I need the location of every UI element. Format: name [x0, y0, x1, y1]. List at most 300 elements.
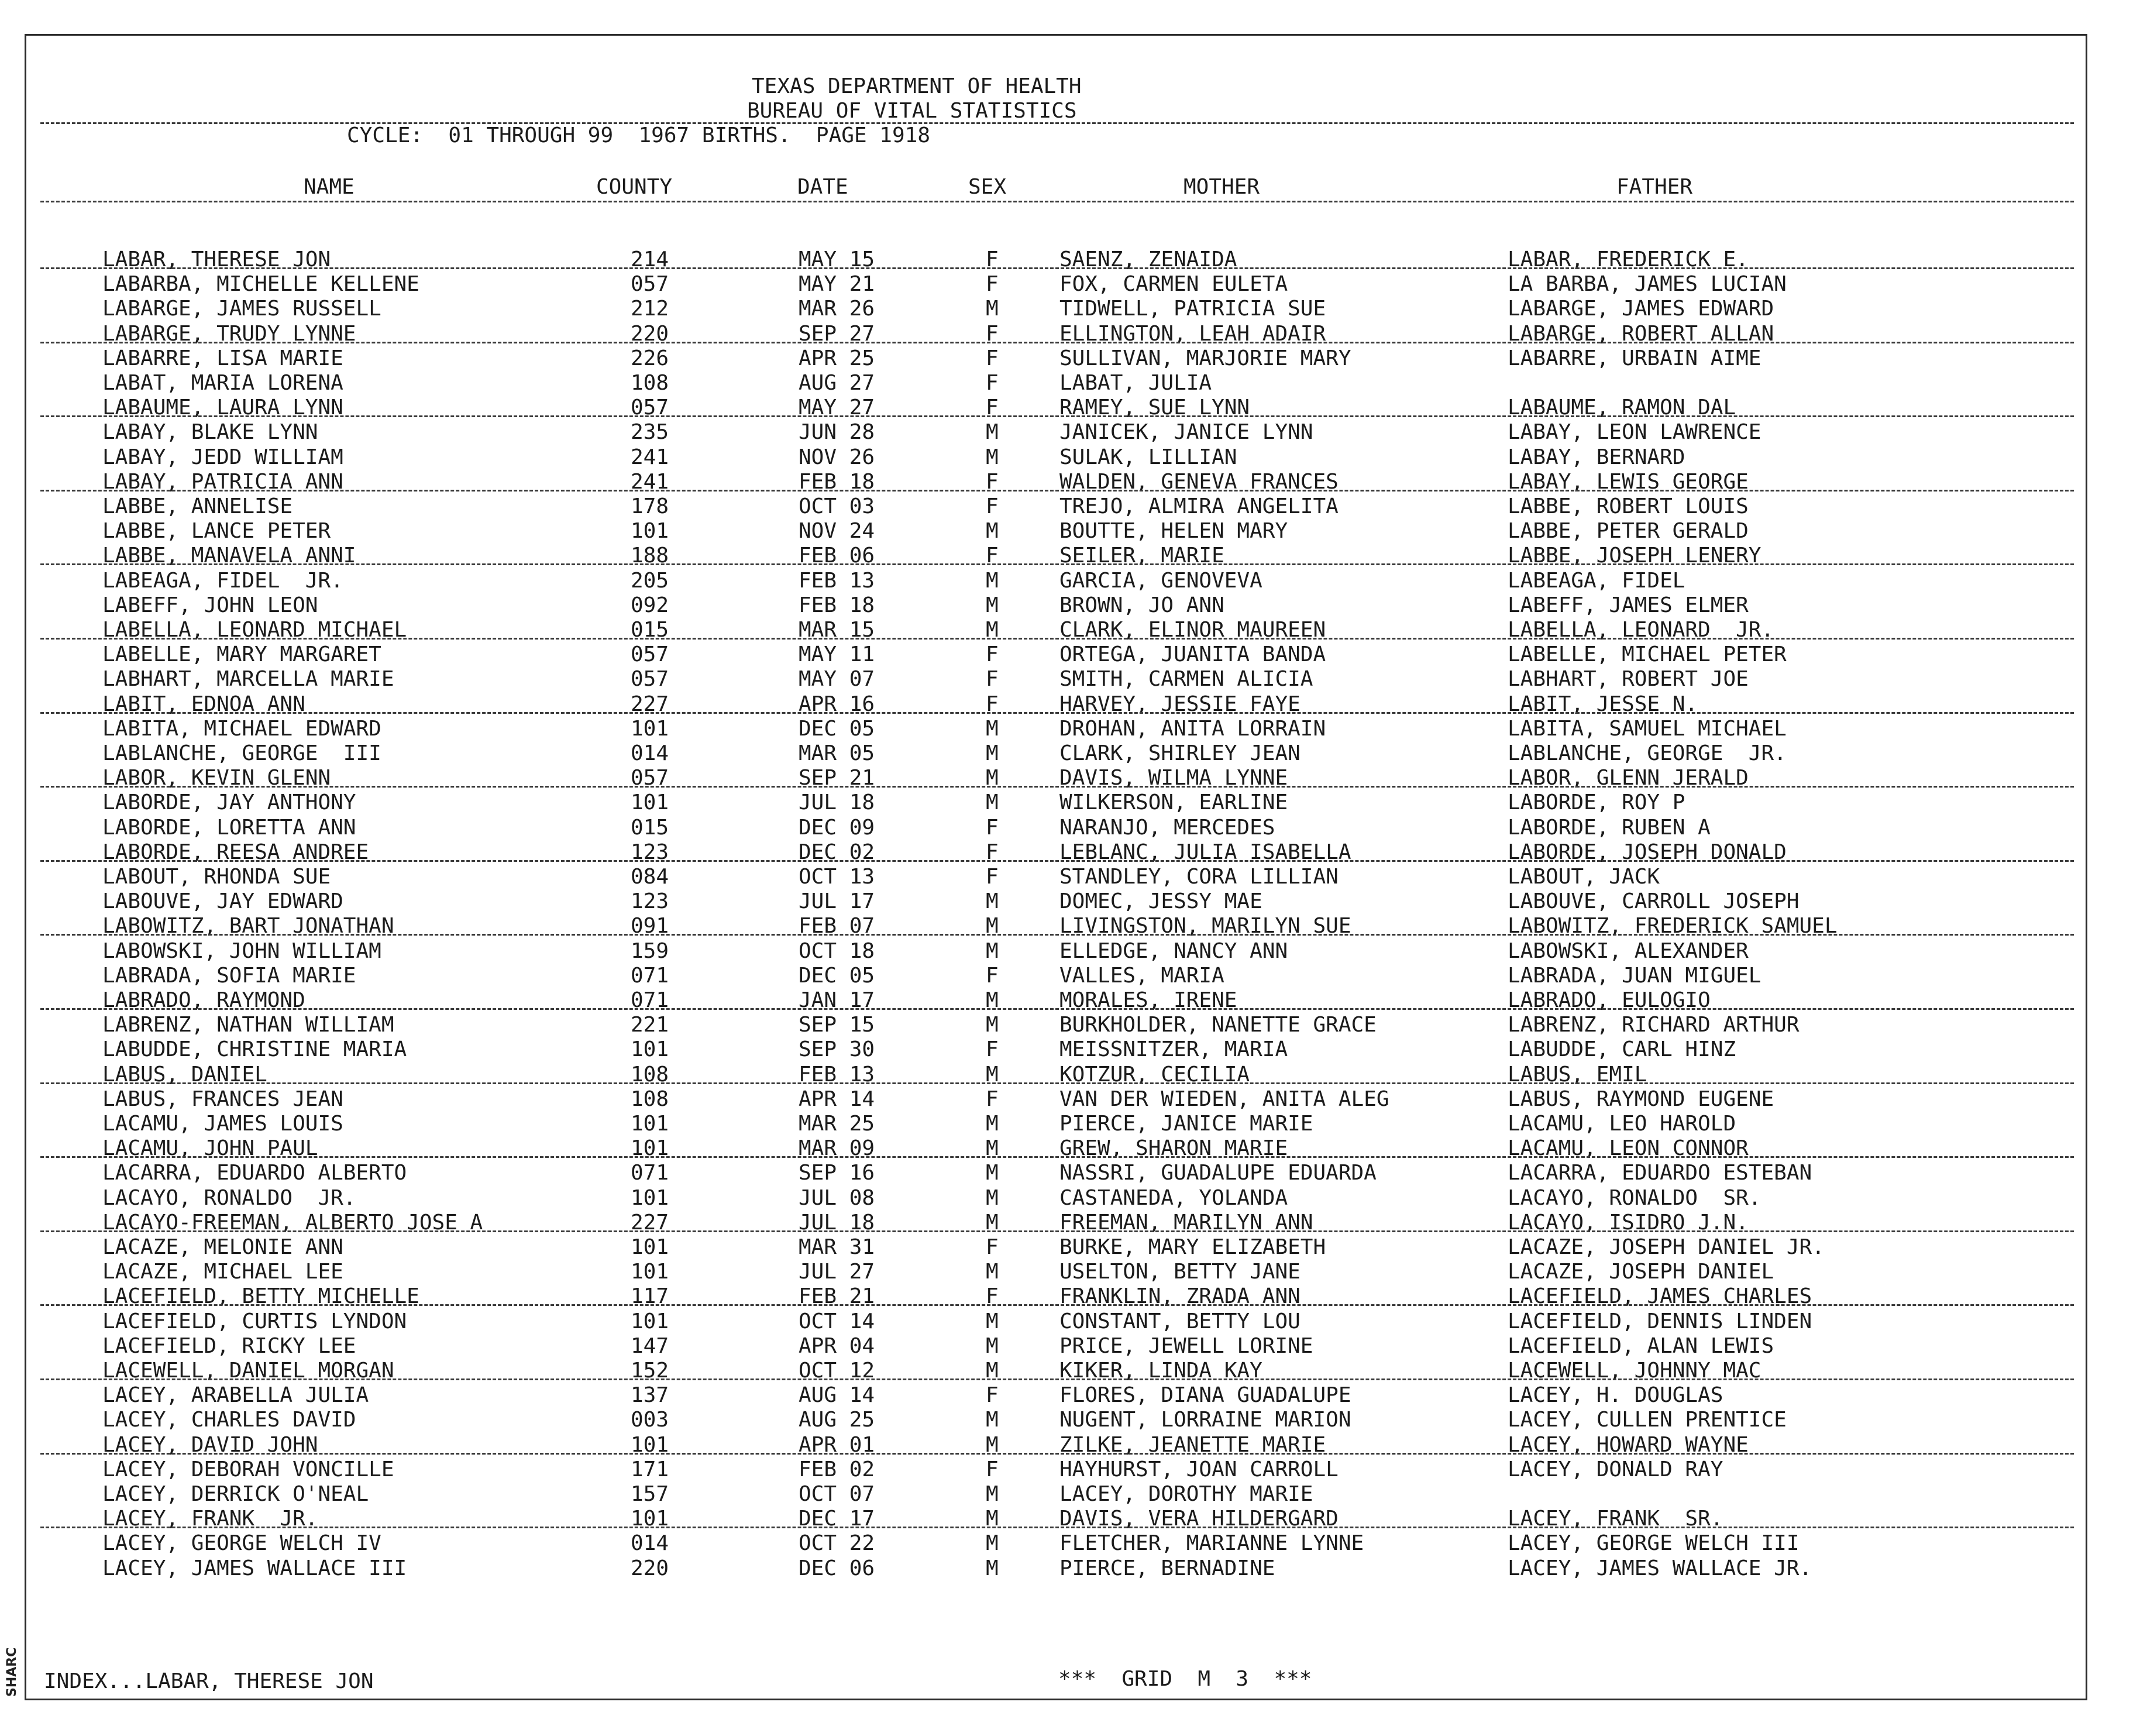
- cell-county: 220: [631, 1556, 669, 1580]
- cell-mother: WALDEN, GENEVA FRANCES: [1059, 469, 1339, 494]
- cell-date: SEP 30: [799, 1037, 875, 1062]
- row-group-rule: [40, 786, 2074, 788]
- cell-date: DEC 06: [799, 1556, 875, 1580]
- cell-county: 171: [631, 1457, 669, 1481]
- cell-county: 241: [631, 469, 669, 494]
- cell-date: MAY 21: [799, 272, 875, 297]
- row-group-rule: [40, 1230, 2074, 1232]
- cell-mother: SMITH, CARMEN ALICIA: [1059, 667, 1313, 692]
- cell-father: LABAR, FREDERICK E.: [1508, 247, 1749, 271]
- row-group-rule: [40, 490, 2074, 491]
- cell-father: LABARRE, URBAIN AIME: [1508, 346, 1761, 370]
- cell-name: LABAY, JEDD WILLIAM: [102, 445, 343, 469]
- cell-county: 057: [631, 766, 669, 790]
- cell-county: 123: [631, 889, 669, 914]
- cell-date: FEB 13: [799, 1062, 875, 1087]
- cell-county: 101: [631, 1136, 669, 1161]
- table-row: [26, 1531, 2086, 1556]
- row-group-rule: [40, 563, 2074, 565]
- row-group-rule: [40, 267, 2074, 269]
- cell-county: 057: [631, 642, 669, 667]
- cell-mother: FREEMAN, MARILYN ANN: [1059, 1210, 1313, 1235]
- cell-name: LABOWSKI, JOHN WILLIAM: [102, 939, 381, 963]
- cell-father: LABUDDE, CARL HINZ: [1508, 1037, 1736, 1062]
- cell-sex: F: [986, 963, 999, 988]
- cell-county: 084: [631, 865, 669, 889]
- cell-county: 101: [631, 790, 669, 815]
- column-header-mother: MOTHER: [1183, 175, 1260, 199]
- cell-date: DEC 09: [799, 815, 875, 840]
- cell-sex: M: [986, 1531, 999, 1556]
- cell-father: LABOUT, JACK: [1508, 865, 1660, 889]
- cell-county: 157: [631, 1482, 669, 1506]
- cell-mother: LEBLANC, JULIA ISABELLA: [1059, 840, 1351, 864]
- cell-county: 071: [631, 1161, 669, 1185]
- cell-father: LACAYO, ISIDRO J.N.: [1508, 1210, 1749, 1235]
- cell-name: LACEFIELD, CURTIS LYNDON: [102, 1309, 407, 1333]
- cell-mother: SULLIVAN, MARJORIE MARY: [1059, 346, 1351, 370]
- cell-date: SEP 21: [799, 766, 875, 790]
- cell-mother: WILKERSON, EARLINE: [1059, 790, 1288, 815]
- cell-mother: ZILKE, JEANETTE MARIE: [1059, 1432, 1326, 1457]
- cell-name: LABOWITZ, BART JONATHAN: [102, 914, 394, 939]
- cell-mother: CASTANEDA, YOLANDA: [1059, 1185, 1288, 1210]
- cell-date: NOV 24: [799, 519, 875, 544]
- cell-sex: F: [986, 371, 999, 395]
- cell-sex: F: [986, 840, 999, 864]
- cell-date: JAN 17: [799, 988, 875, 1012]
- cell-name: LABAT, MARIA LORENA: [102, 371, 343, 395]
- cell-date: SEP 27: [799, 321, 875, 346]
- cell-mother: DROHAN, ANITA LORRAIN: [1059, 716, 1326, 741]
- table-row: [26, 790, 2086, 815]
- table-row: [26, 1457, 2086, 1482]
- cell-name: LACEY, GEORGE WELCH IV: [102, 1531, 381, 1556]
- table-row: [26, 717, 2086, 741]
- cell-father: LABAY, BERNARD: [1508, 445, 1685, 469]
- cell-mother: BROWN, JO ANN: [1059, 593, 1224, 617]
- row-group-rule: [40, 1453, 2074, 1455]
- cell-county: 057: [631, 396, 669, 420]
- cell-name: LABELLA, LEONARD MICHAEL: [102, 618, 407, 642]
- cell-mother: SEILER, MARIE: [1059, 544, 1224, 568]
- cell-name: LABBE, MANAVELA ANNI: [102, 544, 356, 568]
- column-header-date: DATE: [797, 175, 848, 199]
- cell-date: OCT 18: [799, 939, 875, 963]
- cell-name: LABRADA, SOFIA MARIE: [102, 963, 356, 988]
- cell-sex: M: [986, 1136, 999, 1161]
- cell-date: APR 01: [799, 1432, 875, 1457]
- table-row: [26, 964, 2086, 988]
- cell-date: JUL 27: [799, 1260, 875, 1284]
- column-header-county: COUNTY: [596, 175, 673, 199]
- header-subtitle: BUREAU OF VITAL STATISTICS: [747, 99, 1077, 123]
- cell-father: LABAY, LEWIS GEORGE: [1508, 469, 1749, 494]
- cell-sex: M: [986, 1062, 999, 1087]
- table-row: [26, 1383, 2086, 1408]
- cell-sex: F: [986, 865, 999, 889]
- cell-mother: KIKER, LINDA KAY: [1059, 1359, 1262, 1383]
- cell-father: LA BARBA, JAMES LUCIAN: [1508, 272, 1787, 297]
- cell-county: 178: [631, 494, 669, 518]
- cell-father: LACEFIELD, JAMES CHARLES: [1508, 1284, 1812, 1309]
- cell-father: LABRADO, EULOGIO: [1508, 988, 1711, 1012]
- table-row: [26, 667, 2086, 692]
- cell-father: LACEY, JAMES WALLACE JR.: [1508, 1556, 1812, 1580]
- cell-county: 101: [631, 1432, 669, 1457]
- cell-sex: M: [986, 889, 999, 914]
- cell-county: 101: [631, 1309, 669, 1333]
- cell-sex: M: [986, 1013, 999, 1037]
- cell-date: OCT 03: [799, 494, 875, 518]
- table-row: [26, 816, 2086, 840]
- cell-county: 188: [631, 544, 669, 568]
- cell-mother: FOX, CARMEN EULETA: [1059, 272, 1288, 297]
- column-header-name: NAME: [304, 175, 355, 199]
- cell-county: 101: [631, 1037, 669, 1062]
- cell-sex: M: [986, 568, 999, 593]
- cell-county: 108: [631, 371, 669, 395]
- header-rule-top: [40, 122, 2074, 124]
- cell-county: 108: [631, 1087, 669, 1111]
- table-row: [26, 865, 2086, 889]
- cell-father: LABITA, SAMUEL MICHAEL: [1508, 716, 1787, 741]
- cell-name: LABRADO, RAYMOND: [102, 988, 305, 1012]
- row-group-rule: [40, 712, 2074, 714]
- cell-mother: ELLEDGE, NANCY ANN: [1059, 939, 1288, 963]
- cell-mother: JANICEK, JANICE LYNN: [1059, 420, 1313, 445]
- cell-date: FEB 18: [799, 469, 875, 494]
- cell-name: LABARGE, TRUDY LYNNE: [102, 321, 356, 346]
- cell-date: MAY 11: [799, 642, 875, 667]
- cell-date: OCT 12: [799, 1359, 875, 1383]
- cell-father: LABOWSKI, ALEXANDER: [1508, 939, 1749, 963]
- cell-father: LABBE, ROBERT LOUIS: [1508, 494, 1749, 518]
- cell-date: SEP 16: [799, 1161, 875, 1185]
- cell-mother: FLORES, DIANA GUADALUPE: [1059, 1383, 1351, 1408]
- table-row: [26, 494, 2086, 519]
- cell-date: JUL 18: [799, 1210, 875, 1235]
- cell-mother: MORALES, IRENE: [1059, 988, 1237, 1012]
- cell-sex: M: [986, 618, 999, 642]
- cell-name: LABUS, FRANCES JEAN: [102, 1087, 343, 1111]
- cell-county: 137: [631, 1383, 669, 1408]
- cell-date: FEB 18: [799, 593, 875, 617]
- cell-sex: F: [986, 667, 999, 692]
- cell-sex: M: [986, 1556, 999, 1580]
- cell-name: LABOR, KEVIN GLENN: [102, 766, 331, 790]
- cell-father: LACEFIELD, ALAN LEWIS: [1508, 1333, 1774, 1358]
- cell-name: LACARRA, EDUARDO ALBERTO: [102, 1161, 407, 1185]
- table-row: [26, 1112, 2086, 1136]
- cell-sex: M: [986, 445, 999, 469]
- cell-county: 101: [631, 1507, 669, 1531]
- cell-date: DEC 05: [799, 716, 875, 741]
- cell-name: LACEFIELD, BETTY MICHELLE: [102, 1284, 419, 1309]
- cell-county: 057: [631, 667, 669, 692]
- cell-sex: M: [986, 1161, 999, 1185]
- cell-name: LACEFIELD, RICKY LEE: [102, 1333, 356, 1358]
- cell-sex: M: [986, 716, 999, 741]
- cell-date: AUG 27: [799, 371, 875, 395]
- table-row: [26, 1556, 2086, 1581]
- cell-father: LACAMU, LEON CONNOR: [1508, 1136, 1749, 1161]
- cell-father: LACEY, GEORGE WELCH III: [1508, 1531, 1800, 1556]
- cell-county: 226: [631, 346, 669, 370]
- cell-county: 014: [631, 741, 669, 765]
- row-group-rule: [40, 1379, 2074, 1380]
- cell-county: 147: [631, 1333, 669, 1358]
- table-row: [26, 272, 2086, 297]
- footer-index: INDEX...LABAR, THERESE JON: [44, 1669, 374, 1693]
- cell-name: LACEY, ARABELLA JULIA: [102, 1383, 369, 1408]
- cell-mother: FRANKLIN, ZRADA ANN: [1059, 1284, 1300, 1309]
- cell-mother: USELTON, BETTY JANE: [1059, 1260, 1300, 1284]
- cell-sex: F: [986, 815, 999, 840]
- cell-date: FEB 06: [799, 544, 875, 568]
- cell-father: LACAYO, RONALDO SR.: [1508, 1185, 1761, 1210]
- cell-father: LABORDE, ROY P: [1508, 790, 1685, 815]
- cell-county: 101: [631, 716, 669, 741]
- cell-date: DEC 02: [799, 840, 875, 864]
- cell-name: LABARGE, JAMES RUSSELL: [102, 297, 381, 321]
- cell-county: 221: [631, 1013, 669, 1037]
- table-row: [26, 297, 2086, 321]
- row-group-rule: [40, 1304, 2074, 1306]
- cell-county: 220: [631, 321, 669, 346]
- cell-mother: KOTZUR, CECILIA: [1059, 1062, 1250, 1087]
- cell-date: MAR 26: [799, 297, 875, 321]
- cell-county: 101: [631, 519, 669, 544]
- cell-name: LABBE, ANNELISE: [102, 494, 293, 518]
- cell-sex: M: [986, 420, 999, 445]
- cell-date: SEP 15: [799, 1013, 875, 1037]
- cell-mother: HARVEY, JESSIE FAYE: [1059, 692, 1300, 716]
- cell-county: 214: [631, 247, 669, 271]
- cell-date: MAR 15: [799, 618, 875, 642]
- cell-mother: SULAK, LILLIAN: [1059, 445, 1237, 469]
- cell-name: LACAZE, MICHAEL LEE: [102, 1260, 343, 1284]
- side-mark-text: SHARC: [5, 1647, 19, 1697]
- cell-mother: CLARK, SHIRLEY JEAN: [1059, 741, 1300, 765]
- table-row: [26, 1334, 2086, 1359]
- row-group-rule: [40, 1082, 2074, 1084]
- table-row: [26, 1260, 2086, 1284]
- cell-sex: M: [986, 1408, 999, 1432]
- table-row: [26, 741, 2086, 766]
- cell-date: AUG 25: [799, 1408, 875, 1432]
- cell-name: LACEY, CHARLES DAVID: [102, 1408, 356, 1432]
- cell-father: LABAY, LEON LAWRENCE: [1508, 420, 1761, 445]
- cell-name: LABOUT, RHONDA SUE: [102, 865, 331, 889]
- sharc-side-mark: [4, 1638, 21, 1703]
- cell-father: LACEY, FRANK SR.: [1508, 1507, 1723, 1531]
- cell-mother: LABAT, JULIA: [1059, 371, 1212, 395]
- table-row: [26, 371, 2086, 396]
- table-row: [26, 1013, 2086, 1037]
- cell-date: APR 16: [799, 692, 875, 716]
- cell-county: 101: [631, 1112, 669, 1136]
- cell-name: LABAUME, LAURA LYNN: [102, 396, 343, 420]
- cell-sex: F: [986, 494, 999, 518]
- cell-mother: HAYHURST, JOAN CARROLL: [1059, 1457, 1339, 1481]
- cell-sex: M: [986, 1260, 999, 1284]
- cell-name: LACAYO, RONALDO JR.: [102, 1185, 356, 1210]
- cell-county: 101: [631, 1260, 669, 1284]
- cell-date: JUL 08: [799, 1185, 875, 1210]
- cell-name: LACAMU, JOHN PAUL: [102, 1136, 318, 1161]
- cell-mother: ELLINGTON, LEAH ADAIR: [1059, 321, 1326, 346]
- cell-mother: LIVINGSTON, MARILYN SUE: [1059, 914, 1351, 939]
- cell-county: 241: [631, 445, 669, 469]
- cell-mother: RAMEY, SUE LYNN: [1059, 396, 1250, 420]
- cell-father: LABARGE, ROBERT ALLAN: [1508, 321, 1774, 346]
- cell-sex: M: [986, 1333, 999, 1358]
- cell-mother: ORTEGA, JUANITA BANDA: [1059, 642, 1326, 667]
- cell-father: LABUS, EMIL: [1508, 1062, 1647, 1087]
- cell-mother: TIDWELL, PATRICIA SUE: [1059, 297, 1326, 321]
- cell-mother: VAN DER WIEDEN, ANITA ALEG: [1059, 1087, 1389, 1111]
- cell-father: LABORDE, RUBEN A: [1508, 815, 1711, 840]
- cell-father: LABRADA, JUAN MIGUEL: [1508, 963, 1761, 988]
- cell-name: LABUS, DANIEL: [102, 1062, 267, 1087]
- cell-county: 152: [631, 1359, 669, 1383]
- cell-name: LACEY, DEBORAH VONCILLE: [102, 1457, 394, 1481]
- cell-name: LABITA, MICHAEL EDWARD: [102, 716, 381, 741]
- cell-sex: F: [986, 1087, 999, 1111]
- cell-county: 101: [631, 1235, 669, 1259]
- cell-father: LABELLE, MICHAEL PETER: [1508, 642, 1787, 667]
- cell-name: LACEY, FRANK JR.: [102, 1507, 318, 1531]
- cell-date: MAY 15: [799, 247, 875, 271]
- cell-date: MAY 07: [799, 667, 875, 692]
- cell-date: NOV 26: [799, 445, 875, 469]
- cell-county: 092: [631, 593, 669, 617]
- cell-sex: M: [986, 1432, 999, 1457]
- cell-sex: M: [986, 297, 999, 321]
- cell-father: LABBE, JOSEPH LENERY: [1508, 544, 1761, 568]
- cell-sex: F: [986, 1457, 999, 1481]
- cell-sex: M: [986, 988, 999, 1012]
- cell-father: LABORDE, JOSEPH DONALD: [1508, 840, 1787, 864]
- row-group-rule: [40, 1008, 2074, 1010]
- row-group-rule: [40, 342, 2074, 343]
- cell-county: 014: [631, 1531, 669, 1556]
- cell-name: LACAZE, MELONIE ANN: [102, 1235, 343, 1259]
- cell-date: OCT 22: [799, 1531, 875, 1556]
- cell-sex: M: [986, 790, 999, 815]
- cell-county: 091: [631, 914, 669, 939]
- cell-father: LACARRA, EDUARDO ESTEBAN: [1508, 1161, 1812, 1185]
- cell-mother: NARANJO, MERCEDES: [1059, 815, 1275, 840]
- cell-mother: PRICE, JEWELL LORINE: [1059, 1333, 1313, 1358]
- cell-name: LABORDE, LORETTA ANN: [102, 815, 356, 840]
- cell-date: DEC 17: [799, 1507, 875, 1531]
- cell-father: LACEY, HOWARD WAYNE: [1508, 1432, 1749, 1457]
- cell-sex: F: [986, 544, 999, 568]
- table-row: [26, 1482, 2086, 1507]
- cell-father: LABOUVE, CARROLL JOSEPH: [1508, 889, 1800, 914]
- cell-mother: PIERCE, BERNADINE: [1059, 1556, 1275, 1580]
- table-row: [26, 1161, 2086, 1185]
- cell-father: LACEY, DONALD RAY: [1508, 1457, 1723, 1481]
- cell-sex: F: [986, 321, 999, 346]
- cell-sex: M: [986, 939, 999, 963]
- cell-mother: GARCIA, GENOVEVA: [1059, 568, 1262, 593]
- cell-name: LABUDDE, CHRISTINE MARIA: [102, 1037, 407, 1062]
- cell-father: LACEWELL, JOHNNY MAC: [1508, 1359, 1761, 1383]
- cell-county: 123: [631, 840, 669, 864]
- cell-county: 003: [631, 1408, 669, 1432]
- cell-sex: F: [986, 396, 999, 420]
- cell-date: FEB 02: [799, 1457, 875, 1481]
- cell-date: FEB 13: [799, 568, 875, 593]
- printout-page: [25, 34, 2087, 1700]
- cell-date: FEB 21: [799, 1284, 875, 1309]
- cell-sex: F: [986, 1235, 999, 1259]
- row-group-rule: [40, 860, 2074, 862]
- cell-name: LABORDE, REESA ANDREE: [102, 840, 369, 864]
- cell-sex: M: [986, 741, 999, 765]
- cell-father: LABELLA, LEONARD JR.: [1508, 618, 1774, 642]
- cell-father: LACEY, CULLEN PRENTICE: [1508, 1408, 1787, 1432]
- cell-name: LABELLE, MARY MARGARET: [102, 642, 381, 667]
- table-row: [26, 889, 2086, 914]
- table-row: [26, 1186, 2086, 1211]
- cell-sex: F: [986, 346, 999, 370]
- row-group-rule: [40, 934, 2074, 936]
- cell-sex: F: [986, 1284, 999, 1309]
- cell-date: MAR 31: [799, 1235, 875, 1259]
- cell-mother: VALLES, MARIA: [1059, 963, 1224, 988]
- cell-father: LACAZE, JOSEPH DANIEL JR.: [1508, 1235, 1825, 1259]
- table-row: [26, 569, 2086, 593]
- cell-father: LABEFF, JAMES ELMER: [1508, 593, 1749, 617]
- cell-sex: M: [986, 1507, 999, 1531]
- cell-county: 235: [631, 420, 669, 445]
- cell-name: LABEFF, JOHN LEON: [102, 593, 318, 617]
- cell-name: LABIT, EDNOA ANN: [102, 692, 305, 716]
- cell-date: AUG 14: [799, 1383, 875, 1408]
- cell-date: OCT 13: [799, 865, 875, 889]
- cell-father: LACAMU, LEO HAROLD: [1508, 1112, 1736, 1136]
- cell-name: LABOUVE, JAY EDWARD: [102, 889, 343, 914]
- cell-date: OCT 14: [799, 1309, 875, 1333]
- table-row: [26, 1408, 2086, 1432]
- cell-sex: M: [986, 519, 999, 544]
- cell-name: LABARRE, LISA MARIE: [102, 346, 343, 370]
- cell-date: FEB 07: [799, 914, 875, 939]
- cell-mother: MEISSNITZER, MARIA: [1059, 1037, 1288, 1062]
- cell-name: LACEWELL, DANIEL MORGAN: [102, 1359, 394, 1383]
- cell-county: 015: [631, 815, 669, 840]
- cell-date: APR 04: [799, 1333, 875, 1358]
- cell-father: LABBE, PETER GERALD: [1508, 519, 1749, 544]
- table-row: [26, 1309, 2086, 1334]
- cell-county: 205: [631, 568, 669, 593]
- cell-father: LACEFIELD, DENNIS LINDEN: [1508, 1309, 1812, 1333]
- cell-father: LACEY, H. DOUGLAS: [1508, 1383, 1723, 1408]
- cell-sex: M: [986, 1185, 999, 1210]
- column-header-father: FATHER: [1616, 175, 1693, 199]
- cell-mother: CLARK, ELINOR MAUREEN: [1059, 618, 1326, 642]
- cell-county: 212: [631, 297, 669, 321]
- cell-father: LABEAGA, FIDEL: [1508, 568, 1685, 593]
- cell-mother: TREJO, ALMIRA ANGELITA: [1059, 494, 1339, 518]
- cell-date: JUL 18: [799, 790, 875, 815]
- cell-sex: F: [986, 642, 999, 667]
- cell-name: LACEY, DERRICK O'NEAL: [102, 1482, 369, 1506]
